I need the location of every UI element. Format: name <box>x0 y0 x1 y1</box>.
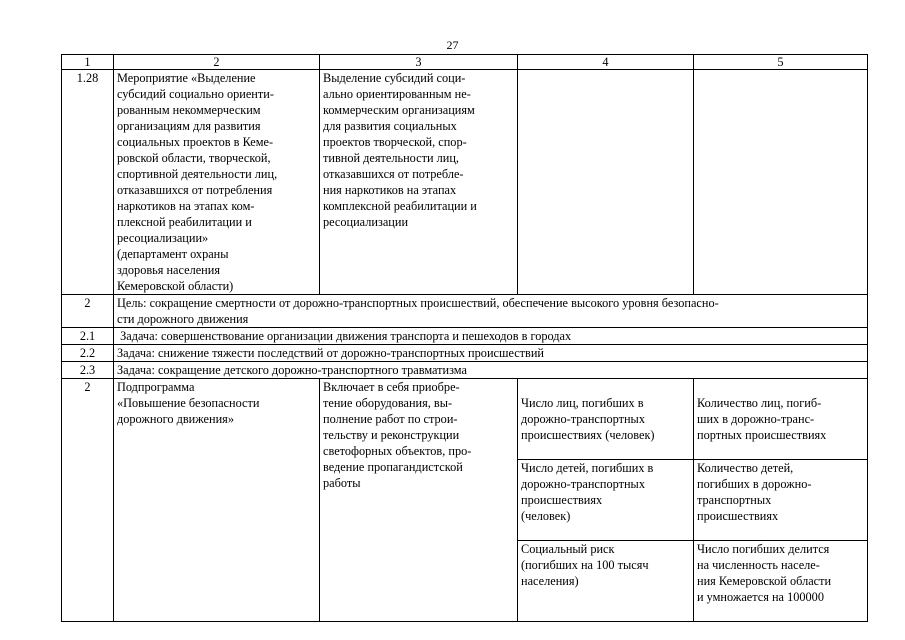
header-cell-2: 2 <box>114 55 320 70</box>
method-item: Количество лиц, погиб- ших в дорожно-транс- портных происшествиях <box>697 396 827 442</box>
indicator-item: Число детей, погибших в дорожно-транспортных происшествиях (человек) <box>518 459 693 524</box>
row-number: 2 <box>62 379 114 622</box>
subprogram-name-cell: Подпрограмма «Повышение безопасности дорожного движения» <box>114 379 320 622</box>
header-cell-5: 5 <box>694 55 868 70</box>
measure-name-cell: Мероприятие «Выделение субсидий социально ориенти- рованным некоммерческим организациям для развития социальных проектов в Кеме- ровской области, творческой, спортивной деятельности лиц, отказавшихся от потребления наркотиков на этапах ком- плексной реабилитации и ресоциализации» (департамент охраны здоровья населения Кемеровской области) <box>114 70 320 295</box>
method-cell <box>694 379 868 622</box>
task-text: Задача: сокращение детского дорожно-транспортного травматизма <box>114 362 868 379</box>
row-number: 2.2 <box>62 345 114 362</box>
task-text: Задача: снижение тяжести последствий от дорожно-транспортных происшествий <box>114 345 868 362</box>
method-cell <box>694 70 868 295</box>
method-item: Количество детей, погибших в дорожно- транспортных происшествиях <box>694 459 867 524</box>
header-cell-3: 3 <box>320 55 518 70</box>
table-row-goal <box>62 295 868 328</box>
row-number: 2 <box>62 295 114 328</box>
row-number: 2.1 <box>62 328 114 345</box>
indicator-cell <box>518 379 694 622</box>
subprogram-description-cell: Включает в себя приобре- тение оборудования, вы- полнение работ по строи- тельству и реконструкции светофорных объектов, про- ведение пропагандистской работы <box>320 379 518 622</box>
indicator-cell <box>518 70 694 295</box>
method-item: Число погибших делится на численность населе- ния Кемеровской области и умножается на 100000 <box>694 540 867 605</box>
row-number: 2.3 <box>62 362 114 379</box>
header-row <box>62 55 868 70</box>
indicator-item: Социальный риск (погибших на 100 тысяч населения) <box>518 540 693 605</box>
page-number: 27 <box>446 38 459 52</box>
goal-text: Цель: сокращение смертности от дорожно-транспортных происшествий, обеспечение высокого уровня безопасно- сти дорожного движения <box>114 295 868 328</box>
table-row-subprogram <box>62 379 868 622</box>
header-cell-1: 1 <box>62 55 114 70</box>
table-row-task-2-1 <box>62 328 868 345</box>
table-row-task-2-3 <box>62 362 868 379</box>
table-row-task-2-2 <box>62 345 868 362</box>
header-cell-4: 4 <box>518 55 694 70</box>
program-table <box>61 54 868 622</box>
row-number: 1.28 <box>62 70 114 295</box>
indicator-item: Число лиц, погибших в дорожно-транспортных происшествиях (человек) <box>521 396 655 442</box>
table-row-1-28 <box>62 70 868 295</box>
measure-description-cell: Выделение субсидий соци- ально ориентированным не- коммерческим организациям для развития социальных проектов творческой, спор- тивной деятельности лиц, отказавшихся от потребле- ния наркотиков на этапах комплексной реабилитации и ресоциализации <box>320 70 518 295</box>
task-text: Задача: совершенствование организации движения транспорта и пешеходов в городах <box>114 328 868 345</box>
